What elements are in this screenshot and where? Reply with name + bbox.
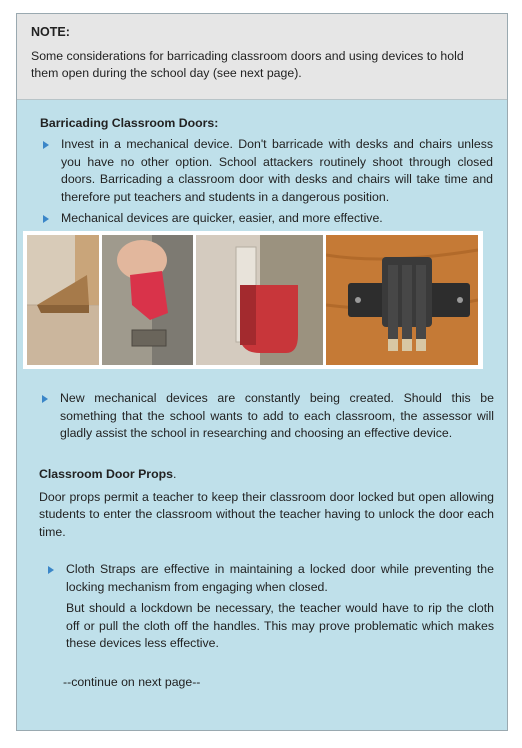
main-content xyxy=(17,116,507,228)
bullet-arrow-icon xyxy=(43,141,49,149)
note-text: Some considerations for barricading classroom doors and using devices to hold them open during the school day (see next page). xyxy=(31,49,464,80)
barricading-heading: Barricading Classroom Doors: xyxy=(40,116,219,130)
props-intro: Door props permit a teacher to keep their classroom door locked but open allowing students to enter the classroom without the teacher having to unlock the door each time. xyxy=(39,489,494,539)
floor-bolt-device-photo xyxy=(326,235,478,365)
list-item xyxy=(39,390,494,443)
after-photo-bullets xyxy=(39,390,494,443)
device-photo-strip xyxy=(23,231,483,369)
barricading-bullets xyxy=(40,136,493,228)
list-item xyxy=(45,561,494,596)
note-box xyxy=(17,14,507,100)
bullet-arrow-icon xyxy=(43,215,49,223)
note-title: NOTE: xyxy=(31,25,70,39)
bullet-arrow-icon xyxy=(42,395,48,403)
bullet-text: Mechanical devices are quicker, easier, and more effective. xyxy=(61,211,383,225)
props-heading xyxy=(39,467,494,481)
props-heading-punct: . xyxy=(172,466,177,481)
bullet-text: New mechanical devices are constantly being created. Should this be something that the school wants to add to each classroom, the assessor will gladly assist the school in researching and choosing an effective device. xyxy=(60,391,494,440)
bullet-arrow-icon xyxy=(48,566,54,574)
props-heading-text: Classroom Door Props xyxy=(39,466,173,481)
props-bullet-continued: But should a lockdown be necessary, the teacher would have to rip the cloth off or pull the cloth off the handles. This may prove problematic which makes these devices less effective. xyxy=(66,601,494,650)
bullet-text: Invest in a mechanical device. Don't barricade with desks and chairs unless you have no other option. School attackers routinely shoot through closed doors. Barricading a classroom door with desks and chairs will take time and therefore put teachers and students in a dangerous position. xyxy=(61,137,493,204)
door-wedge-photo xyxy=(27,235,99,365)
door-jamb-stop-photo xyxy=(196,235,323,365)
magnetic-stop-photo xyxy=(102,235,193,365)
continue-footer: --continue on next page-- xyxy=(63,675,201,689)
after-photo-section xyxy=(39,390,494,653)
bullet-text: Cloth Straps are effective in maintaining a locked door while preventing the locking mechanism from engaging when closed. xyxy=(66,562,494,594)
list-item xyxy=(40,210,493,228)
list-item xyxy=(40,136,493,206)
props-bullets xyxy=(39,561,494,596)
